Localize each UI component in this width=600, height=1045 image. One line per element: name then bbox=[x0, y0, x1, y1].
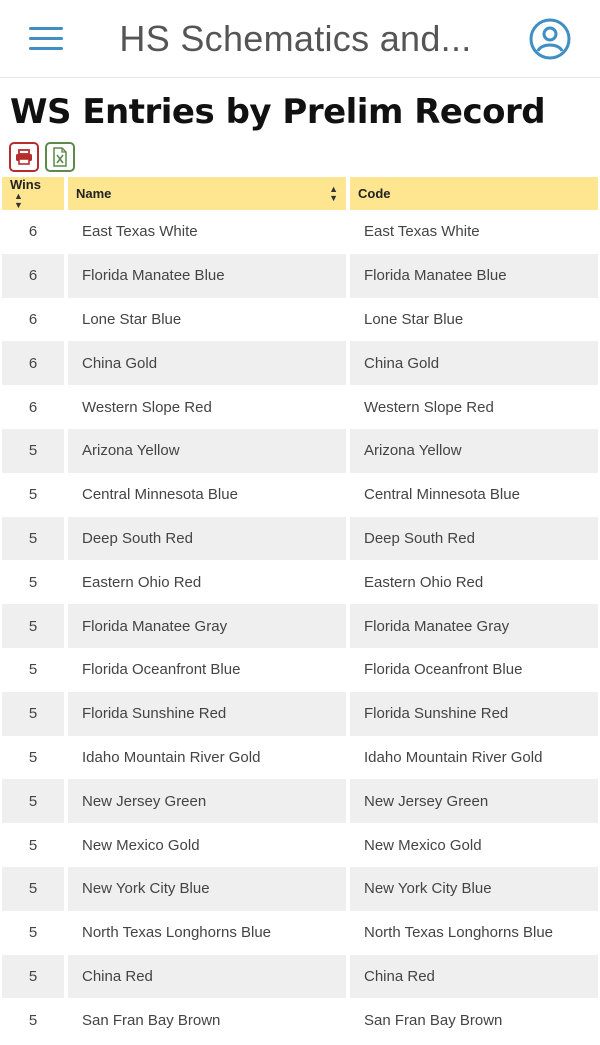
column-header-label: Code bbox=[358, 186, 391, 201]
cell-code: New York City Blue bbox=[350, 867, 598, 911]
cell-name: North Texas Longhorns Blue bbox=[82, 924, 272, 942]
top-app-bar bbox=[0, 0, 600, 78]
cell-name: Western Slope Red bbox=[82, 398, 212, 416]
hamburger-menu-icon[interactable] bbox=[29, 27, 63, 50]
cell-wins: 5 bbox=[28, 924, 38, 942]
table-row[interactable] bbox=[2, 823, 598, 867]
cell-wins: 5 bbox=[28, 573, 38, 591]
cell-wins: 5 bbox=[28, 748, 38, 766]
cell-wins: 5 bbox=[2, 429, 64, 473]
cell-wins: 6 bbox=[2, 254, 64, 298]
cell-wins: 6 bbox=[2, 341, 64, 385]
page-title: WS Entries by Prelim Record bbox=[10, 92, 546, 132]
table-row[interactable] bbox=[2, 604, 598, 648]
cell-name: Florida Manatee Blue bbox=[68, 254, 346, 298]
cell-name: New Mexico Gold bbox=[82, 836, 200, 854]
app-title: HS Schematics and... bbox=[119, 17, 472, 59]
cell-code: North Texas Longhorns Blue bbox=[364, 924, 554, 942]
cell-name: Florida Sunshine Red bbox=[68, 692, 346, 736]
cell-code: New Mexico Gold bbox=[364, 836, 482, 854]
cell-code: China Gold bbox=[350, 341, 598, 385]
excel-export-button[interactable] bbox=[45, 142, 75, 172]
cell-code: Arizona Yellow bbox=[350, 429, 598, 473]
cell-name: East Texas White bbox=[82, 223, 198, 241]
cell-code: Florida Sunshine Red bbox=[350, 692, 598, 736]
cell-name: New York City Blue bbox=[68, 867, 346, 911]
column-header-code bbox=[350, 177, 598, 210]
cell-code: San Fran Bay Brown bbox=[364, 1011, 503, 1029]
cell-code: Idaho Mountain River Gold bbox=[364, 748, 543, 766]
printer-icon bbox=[15, 149, 33, 165]
cell-wins: 5 bbox=[2, 692, 64, 736]
cell-name: Florida Oceanfront Blue bbox=[82, 661, 241, 679]
table-row[interactable] bbox=[2, 648, 598, 692]
column-header-name[interactable] bbox=[68, 177, 346, 210]
table-row[interactable] bbox=[2, 779, 598, 823]
cell-wins: 5 bbox=[2, 955, 64, 999]
column-header-label: Wins bbox=[10, 177, 41, 192]
table-row[interactable] bbox=[2, 998, 598, 1042]
cell-code: Western Slope Red bbox=[364, 398, 494, 416]
excel-file-icon bbox=[52, 147, 68, 167]
cell-code: Central Minnesota Blue bbox=[364, 486, 520, 504]
cell-code: East Texas White bbox=[364, 223, 480, 241]
cell-wins: 6 bbox=[28, 223, 38, 241]
cell-name: Arizona Yellow bbox=[68, 429, 346, 473]
table-row[interactable] bbox=[2, 692, 598, 736]
table-row[interactable] bbox=[2, 517, 598, 561]
table-row[interactable] bbox=[2, 210, 598, 254]
cell-wins: 5 bbox=[2, 517, 64, 561]
cell-code: Florida Oceanfront Blue bbox=[364, 661, 523, 679]
table-row[interactable] bbox=[2, 473, 598, 517]
table-row[interactable] bbox=[2, 911, 598, 955]
user-account-icon[interactable] bbox=[528, 17, 572, 61]
column-header-label: Name bbox=[76, 186, 112, 201]
table-row[interactable] bbox=[2, 867, 598, 911]
cell-name: China Red bbox=[68, 955, 346, 999]
cell-wins: 5 bbox=[28, 486, 38, 504]
table-row[interactable] bbox=[2, 341, 598, 385]
cell-code: Florida Manatee Blue bbox=[350, 254, 598, 298]
cell-name: Lone Star Blue bbox=[82, 310, 182, 328]
table-header-row bbox=[2, 177, 598, 210]
column-header-wins[interactable] bbox=[2, 177, 64, 210]
sort-arrows-icon[interactable]: ▲︎ ▼︎ bbox=[329, 184, 338, 203]
print-button[interactable] bbox=[9, 142, 39, 172]
table-row[interactable] bbox=[2, 736, 598, 780]
table-body bbox=[2, 210, 598, 1042]
cell-code: Eastern Ohio Red bbox=[364, 573, 484, 591]
cell-wins: 6 bbox=[28, 398, 38, 416]
cell-name: San Fran Bay Brown bbox=[82, 1011, 221, 1029]
cell-code: China Red bbox=[350, 955, 598, 999]
cell-name: New Jersey Green bbox=[68, 779, 346, 823]
cell-name: China Gold bbox=[68, 341, 346, 385]
cell-code: Deep South Red bbox=[350, 517, 598, 561]
cell-code: Lone Star Blue bbox=[364, 310, 464, 328]
export-toolbar bbox=[9, 142, 600, 174]
table-row[interactable] bbox=[2, 254, 598, 298]
sort-arrows-icon[interactable]: ▲︎ ▼︎ bbox=[14, 191, 23, 210]
table-row[interactable] bbox=[2, 298, 598, 342]
cell-code: Florida Manatee Gray bbox=[350, 604, 598, 648]
table-row[interactable] bbox=[2, 385, 598, 429]
cell-wins: 5 bbox=[2, 604, 64, 648]
cell-name: Eastern Ohio Red bbox=[82, 573, 202, 591]
cell-code: New Jersey Green bbox=[350, 779, 598, 823]
table-row[interactable] bbox=[2, 955, 598, 999]
cell-name: Idaho Mountain River Gold bbox=[82, 748, 261, 766]
cell-wins: 5 bbox=[28, 836, 38, 854]
entries-table bbox=[0, 177, 600, 1042]
cell-wins: 5 bbox=[2, 779, 64, 823]
cell-wins: 5 bbox=[28, 1011, 38, 1029]
cell-name: Deep South Red bbox=[68, 517, 346, 561]
table-row[interactable] bbox=[2, 429, 598, 473]
cell-name: Central Minnesota Blue bbox=[82, 486, 238, 504]
cell-name: Florida Manatee Gray bbox=[68, 604, 346, 648]
cell-wins: 5 bbox=[28, 661, 38, 679]
cell-wins: 6 bbox=[28, 310, 38, 328]
table-row[interactable] bbox=[2, 560, 598, 604]
cell-wins: 5 bbox=[2, 867, 64, 911]
